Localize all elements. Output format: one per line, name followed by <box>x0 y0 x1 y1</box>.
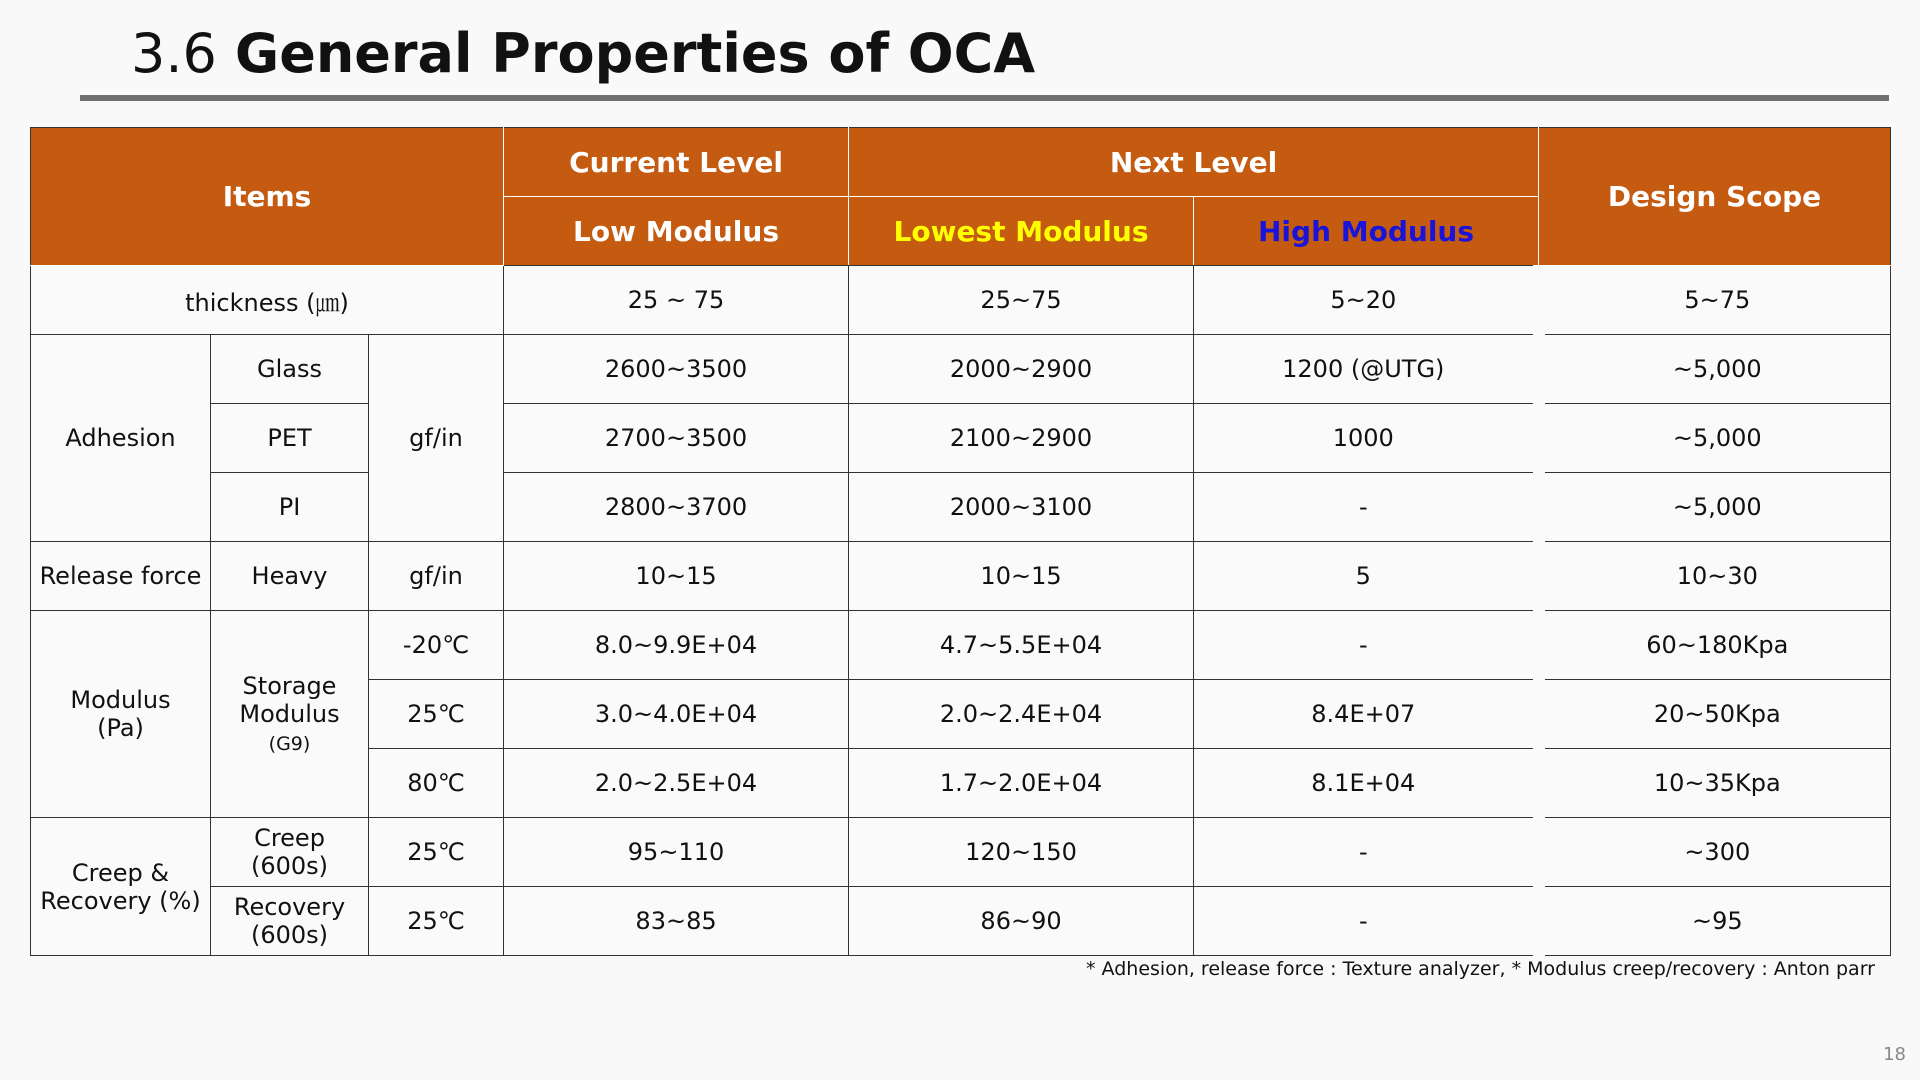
page-title <box>131 18 1035 90</box>
temp-label: -20℃ <box>369 611 504 680</box>
cell-low: 2600~3500 <box>504 335 849 404</box>
cell-scope: 10~35Kpa <box>1539 749 1891 818</box>
cell-low: 10~15 <box>504 542 849 611</box>
table-row <box>31 542 1891 611</box>
header-low-modulus: Low Modulus <box>504 197 849 266</box>
cell-lowest: 2000~2900 <box>849 335 1194 404</box>
table-row <box>31 818 1891 887</box>
cell-low: 2800~3700 <box>504 473 849 542</box>
cell-high: - <box>1194 611 1539 680</box>
sub-label-heavy: Heavy <box>211 542 369 611</box>
cell-lowest: 120~150 <box>849 818 1194 887</box>
cell-low: 83~85 <box>504 887 849 956</box>
row-label-thickness: thickness (㎛) <box>31 266 504 335</box>
title-underline <box>80 95 1889 101</box>
storage-label-line1: Storage <box>242 672 337 700</box>
cell-low: 2700~3500 <box>504 404 849 473</box>
cell-high: 1200 (@UTG) <box>1194 335 1539 404</box>
cell-lowest: 2000~3100 <box>849 473 1194 542</box>
sub-label-storage-modulus <box>211 611 369 818</box>
cell-high: - <box>1194 887 1539 956</box>
cell-scope: ~5,000 <box>1539 473 1891 542</box>
header-current-level: Current Level <box>504 128 849 197</box>
cell-scope: 60~180Kpa <box>1539 611 1891 680</box>
cell-scope: ~95 <box>1539 887 1891 956</box>
cell-scope: 5~75 <box>1539 266 1891 335</box>
row-label-adhesion: Adhesion <box>31 335 211 542</box>
creep-sub-line1: Creep <box>254 824 325 852</box>
cell-low: 25 ~ 75 <box>504 266 849 335</box>
cell-high: 5~20 <box>1194 266 1539 335</box>
storage-label-line2: Modulus <box>239 700 340 728</box>
cell-high: - <box>1194 473 1539 542</box>
sub-label-pet: PET <box>211 404 369 473</box>
footnote: * Adhesion, release force : Texture analyzer, * Modulus creep/recovery : Anton parr <box>1086 958 1875 980</box>
modulus-label-line1: Modulus <box>70 686 171 714</box>
creep-label-line2: Recovery (%) <box>40 886 201 915</box>
header-lowest-modulus: Lowest Modulus <box>849 197 1194 266</box>
cell-lowest: 25~75 <box>849 266 1194 335</box>
cell-high: 8.1E+04 <box>1194 749 1539 818</box>
cell-lowest: 2100~2900 <box>849 404 1194 473</box>
cell-high: 1000 <box>1194 404 1539 473</box>
creep-label-line1: Creep & <box>71 858 170 887</box>
cell-scope: ~5,000 <box>1539 404 1891 473</box>
sub-label-glass: Glass <box>211 335 369 404</box>
header-items: Items <box>31 128 504 266</box>
header-next-level: Next Level <box>849 128 1539 197</box>
cell-lowest: 86~90 <box>849 887 1194 956</box>
table-row <box>31 611 1891 680</box>
modulus-label-line2: (Pa) <box>97 714 144 742</box>
cell-lowest: 2.0~2.4E+04 <box>849 680 1194 749</box>
table-row <box>31 266 1891 335</box>
cell-high: 8.4E+07 <box>1194 680 1539 749</box>
sub-label-recovery <box>211 887 369 956</box>
cell-lowest: 10~15 <box>849 542 1194 611</box>
cell-low: 95~110 <box>504 818 849 887</box>
cell-high: 5 <box>1194 542 1539 611</box>
header-high-modulus: High Modulus <box>1194 197 1539 266</box>
storage-label-line3: (G9) <box>268 733 311 755</box>
temp-label: 25℃ <box>369 887 504 956</box>
section-number: 3.6 <box>131 22 217 85</box>
properties-table <box>30 127 1891 956</box>
table-row <box>31 404 1891 473</box>
sub-label-pi: PI <box>211 473 369 542</box>
cell-lowest: 4.7~5.5E+04 <box>849 611 1194 680</box>
row-label-release-force: Release force <box>31 542 211 611</box>
unit-adhesion: gf/in <box>369 335 504 542</box>
cell-scope: ~5,000 <box>1539 335 1891 404</box>
creep-sub-line2: (600s) <box>250 852 329 880</box>
cell-low: 8.0~9.9E+04 <box>504 611 849 680</box>
recovery-sub-line2: (600s) <box>250 921 329 949</box>
cell-scope: ~300 <box>1539 818 1891 887</box>
cell-scope: 10~30 <box>1539 542 1891 611</box>
sub-label-creep <box>211 818 369 887</box>
table-row <box>31 335 1891 404</box>
recovery-sub-line1: Recovery <box>233 893 346 921</box>
cell-high: - <box>1194 818 1539 887</box>
section-title: General Properties of OCA <box>234 22 1036 85</box>
temp-label: 25℃ <box>369 680 504 749</box>
cell-scope: 20~50Kpa <box>1539 680 1891 749</box>
unit-release: gf/in <box>369 542 504 611</box>
row-label-creep-recovery <box>31 818 211 956</box>
temp-label: 25℃ <box>369 818 504 887</box>
row-label-modulus <box>31 611 211 818</box>
temp-label: 80℃ <box>369 749 504 818</box>
cell-low: 2.0~2.5E+04 <box>504 749 849 818</box>
header-design-scope: Design Scope <box>1539 128 1891 266</box>
table-row <box>31 887 1891 956</box>
table-row <box>31 473 1891 542</box>
cell-lowest: 1.7~2.0E+04 <box>849 749 1194 818</box>
cell-low: 3.0~4.0E+04 <box>504 680 849 749</box>
page-number: 18 <box>1883 1044 1906 1065</box>
